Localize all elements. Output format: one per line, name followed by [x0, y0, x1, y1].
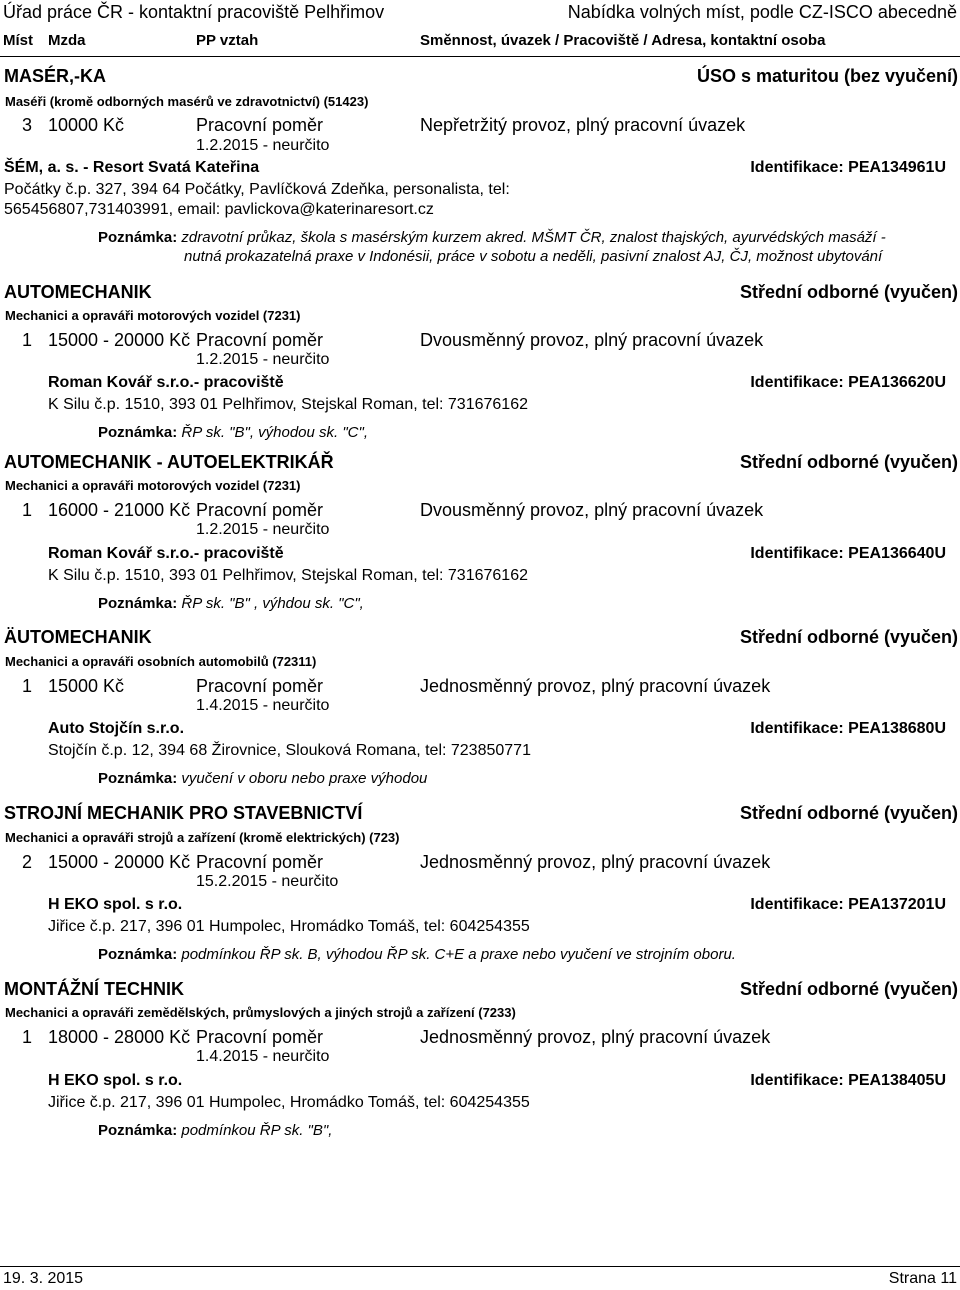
vacancy-count: 1: [22, 500, 33, 520]
shift-type: Jednosměnný provoz, plný pracovní úvazek: [420, 676, 771, 696]
note: [98, 946, 736, 963]
employment-period: 1.2.2015 - neurčito: [196, 137, 330, 154]
education-level: Střední odborné (vyučen): [739, 627, 958, 647]
shift-type: Dvousměnný provoz, plný pracovní úvazek: [420, 330, 764, 350]
note-label: Poznámka:: [98, 770, 178, 787]
note-text: vyučení v oboru nebo praxe výhodou: [181, 770, 428, 787]
footer-date: 19. 3. 2015: [3, 1270, 84, 1287]
education-level: Střední odborné (vyučen): [739, 282, 958, 302]
shift-type: Dvousměnný provoz, plný pracovní úvazek: [420, 500, 764, 520]
employer-address: Jiřice č.p. 217, 396 01 Humpolec, Hromádko Tomáš, tel: 604254355: [48, 918, 530, 935]
col-header-mist: Míst: [3, 32, 33, 49]
cz-isco-category: Maséři (kromě odborných masérů ve zdravotnictví) (51423): [5, 94, 369, 109]
note: [98, 229, 886, 246]
listing-id: Identifikace: PEA138405U: [750, 1072, 946, 1089]
employment-period: 1.4.2015 - neurčito: [196, 1048, 330, 1065]
employment-relation: Pracovní poměr: [196, 330, 324, 350]
cz-isco-category: Mechanici a opraváři motorových vozidel (7231): [5, 478, 301, 493]
employment-period: 1.2.2015 - neurčito: [196, 351, 330, 368]
header-office: Úřad práce ČR - kontaktní pracoviště Pelhřimov: [3, 2, 385, 22]
note-text: zdravotní průkaz, škola s masérským kurzem akred. MŠMT ČR, znalost thajských, ayurvédských masáží -: [181, 229, 886, 246]
salary: 15000 - 20000 Kč: [48, 330, 191, 350]
header-report-title: Nabídka volných míst, podle CZ-ISCO abecedně: [567, 2, 957, 22]
note-text: podmínkou ŘP sk. B, výhodou ŘP sk. C+E a praxe nebo vyučení ve strojním oboru.: [181, 946, 736, 963]
employment-relation: Pracovní poměr: [196, 1027, 324, 1047]
vacancy-count: 1: [22, 676, 33, 696]
job-title: ÄUTOMECHANIK: [4, 627, 152, 647]
employer-name: ŠÉM, a. s. - Resort Svatá Kateřina: [4, 159, 260, 176]
col-header-smennost: Směnnost, úvazek / Pracoviště / Adresa, kontaktní osoba: [420, 32, 826, 49]
vacancy-count: 1: [22, 1027, 33, 1047]
vacancy-count: 3: [22, 115, 33, 135]
job-title: AUTOMECHANIK - AUTOELEKTRIKÁŘ: [4, 452, 334, 472]
employer-name: Roman Kovář s.r.o.- pracoviště: [48, 374, 284, 391]
listing-id: Identifikace: PEA138680U: [750, 720, 946, 737]
employer-name: Roman Kovář s.r.o.- pracoviště: [48, 545, 284, 562]
employer-contact: 565456807,731403991, email: pavlickova@katerinaresort.cz: [4, 201, 434, 218]
cz-isco-category: Mechanici a opraváři osobních automobilů (72311): [5, 654, 317, 669]
education-level: ÚSO s maturitou (bez vyučení): [696, 66, 958, 86]
job-title: MASÉR,-KA: [4, 66, 106, 86]
note-label: Poznámka:: [98, 424, 178, 441]
vacancy-count: 1: [22, 330, 33, 350]
employment-period: 1.4.2015 - neurčito: [196, 697, 330, 714]
job-title: STROJNÍ MECHANIK PRO STAVEBNICTVÍ: [4, 803, 363, 823]
employer-address: Stojčín č.p. 12, 394 68 Žirovnice, Slouková Romana, tel: 723850771: [48, 742, 531, 759]
employment-relation: Pracovní poměr: [196, 115, 324, 135]
salary: 15000 Kč: [48, 676, 125, 696]
salary: 16000 - 21000 Kč: [48, 500, 191, 520]
note: [98, 595, 364, 612]
job-title: AUTOMECHANIK: [4, 282, 152, 302]
page-number: Strana 11: [888, 1270, 957, 1287]
employer-name: Auto Stojčín s.r.o.: [48, 720, 185, 737]
employer-name: H EKO spol. s r.o.: [48, 1072, 183, 1089]
employer-address: K Silu č.p. 1510, 393 01 Pelhřimov, Stejskal Roman, tel: 731676162: [48, 396, 528, 413]
employment-relation: Pracovní poměr: [196, 676, 324, 696]
employment-period: 15.2.2015 - neurčito: [196, 873, 339, 890]
cz-isco-category: Mechanici a opraváři strojů a zařízení (kromě elektrických) (723): [5, 830, 400, 845]
cz-isco-category: Mechanici a opraváři zemědělských, průmyslových a jiných strojů a zařízení (7233): [5, 1005, 516, 1020]
employment-relation: Pracovní poměr: [196, 852, 324, 872]
note-label: Poznámka:: [98, 229, 178, 246]
footer-divider: [0, 1266, 960, 1267]
note: [98, 1122, 332, 1139]
shift-type: Jednosměnný provoz, plný pracovní úvazek: [420, 852, 771, 872]
listing-id: Identifikace: PEA136620U: [750, 374, 946, 391]
employer-address: K Silu č.p. 1510, 393 01 Pelhřimov, Stejskal Roman, tel: 731676162: [48, 567, 528, 584]
col-header-mzda: Mzda: [48, 32, 86, 49]
vacancy-count: 2: [22, 852, 33, 872]
employer-address: Jiřice č.p. 217, 396 01 Humpolec, Hromádko Tomáš, tel: 604254355: [48, 1094, 530, 1111]
header-divider: [0, 56, 960, 57]
note-label: Poznámka:: [98, 1122, 178, 1139]
note-text: ŘP sk. "B", výhodou sk. "C",: [181, 424, 369, 441]
listing-id: Identifikace: PEA137201U: [750, 896, 946, 913]
education-level: Střední odborné (vyučen): [739, 803, 958, 823]
job-title: MONTÁŽNÍ TECHNIK: [4, 979, 184, 999]
salary: 10000 Kč: [48, 115, 125, 135]
listing-id: Identifikace: PEA134961U: [750, 159, 946, 176]
note-label: Poznámka:: [98, 946, 178, 963]
note-continued: nutná prokazatelná praxe v Indonésii, práce v sobotu a neděli, pasivní znalost AJ, ČJ, možnost ubytování: [184, 248, 883, 265]
employer-name: H EKO spol. s r.o.: [48, 896, 183, 913]
salary: 18000 - 28000 Kč: [48, 1027, 191, 1047]
col-header-pp-vztah: PP vztah: [196, 32, 259, 49]
cz-isco-category: Mechanici a opraváři motorových vozidel (7231): [5, 308, 301, 323]
employment-period: 1.2.2015 - neurčito: [196, 521, 330, 538]
education-level: Střední odborné (vyučen): [739, 979, 958, 999]
note-text: podmínkou ŘP sk. "B",: [181, 1122, 333, 1139]
shift-type: Nepřetržitý provoz, plný pracovní úvazek: [420, 115, 746, 135]
note-label: Poznámka:: [98, 595, 178, 612]
shift-type: Jednosměnný provoz, plný pracovní úvazek: [420, 1027, 771, 1047]
note: [98, 424, 368, 441]
listing-id: Identifikace: PEA136640U: [750, 545, 946, 562]
education-level: Střední odborné (vyučen): [739, 452, 958, 472]
note-text: ŘP sk. "B" , výhdou sk. "C",: [181, 595, 364, 612]
salary: 15000 - 20000 Kč: [48, 852, 191, 872]
employment-relation: Pracovní poměr: [196, 500, 324, 520]
employer-address: Počátky č.p. 327, 394 64 Počátky, Pavlíčková Zdeňka, personalista, tel:: [4, 181, 510, 198]
note: [98, 770, 427, 787]
